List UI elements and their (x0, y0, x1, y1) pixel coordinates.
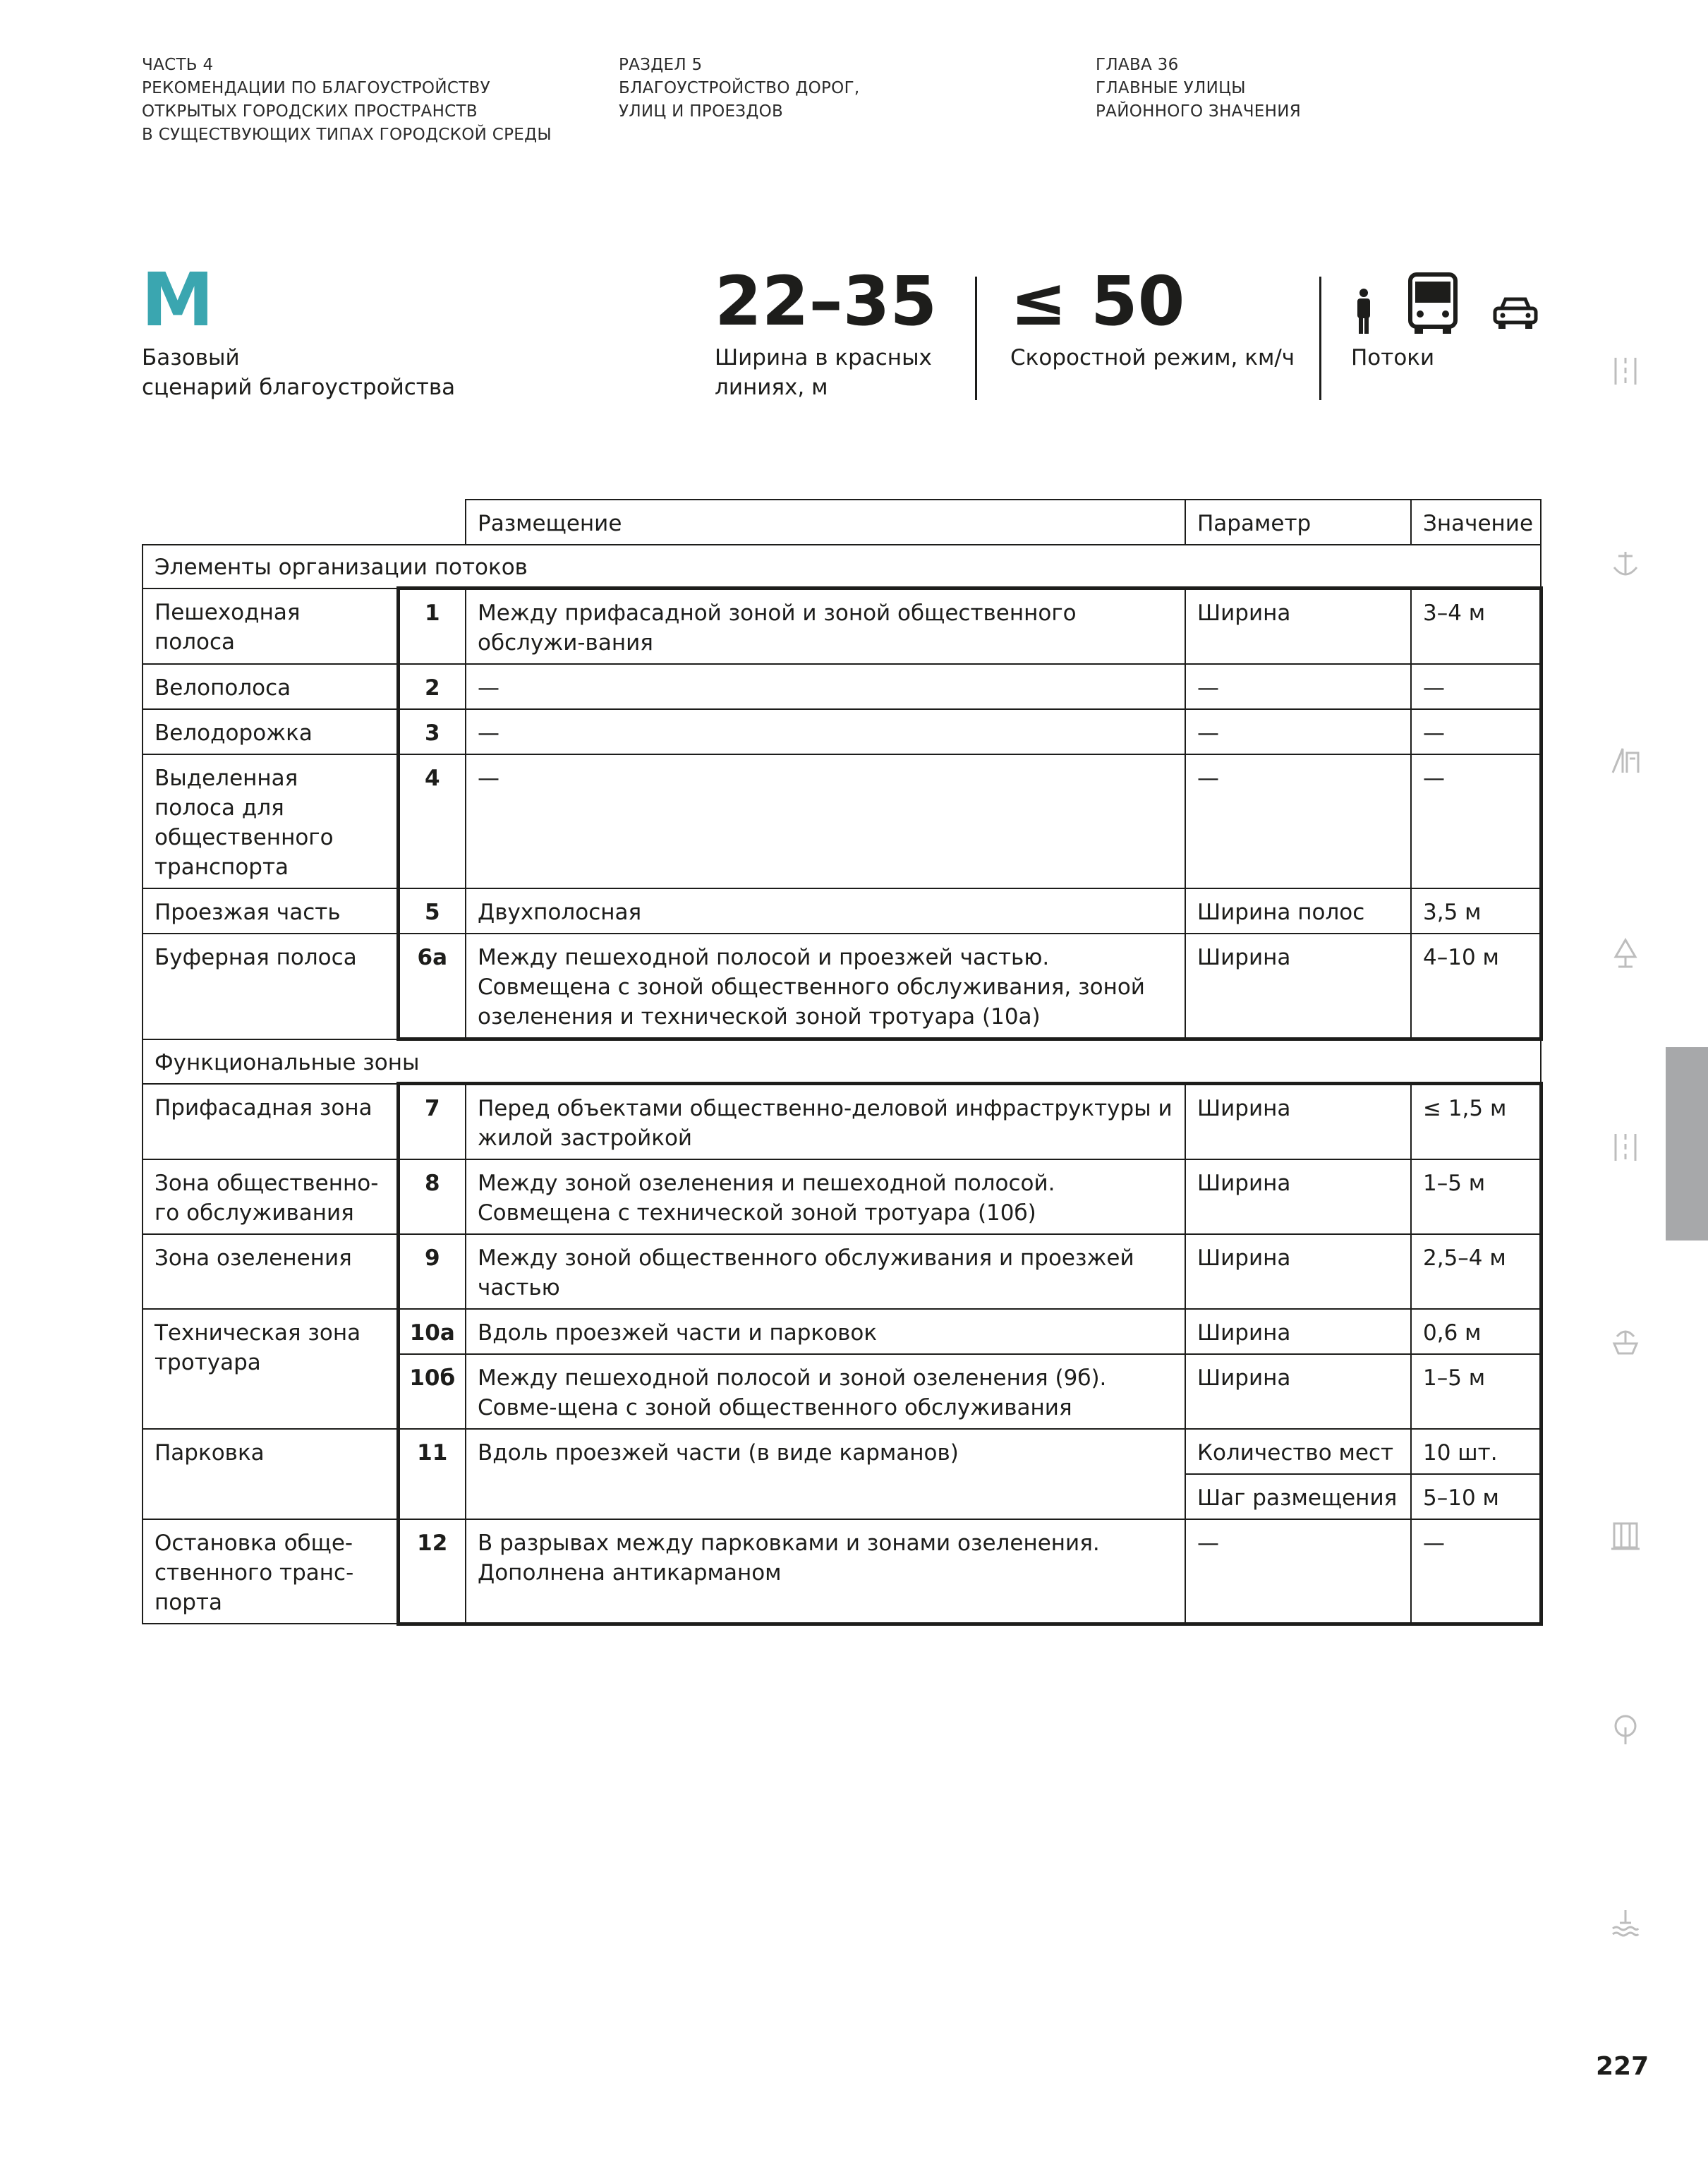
car-icon (1493, 295, 1538, 330)
table-row (143, 1309, 1541, 1354)
row-placement: Между зоной общественного обслуживания и проезжей частью (466, 1234, 1185, 1309)
row-label: Остановка обще-ственного транс-порта (143, 1519, 398, 1624)
lanes-icon (1610, 1131, 1641, 1164)
row-value: — (1411, 1519, 1541, 1624)
tree-icon (1610, 937, 1641, 970)
row-number: 10а (398, 1309, 466, 1354)
anchor-icon (1610, 549, 1641, 581)
row-placement: Вдоль проезжей части (в виде карманов) (466, 1429, 1185, 1519)
row-parameter: Ширина (1185, 1234, 1411, 1309)
row-value: 10 шт. (1411, 1429, 1541, 1474)
speed-caption: Скоростной режим, км/ч (1010, 345, 1295, 370)
width-value: 22–35 (715, 262, 938, 341)
row-placement: Вдоль проезжей части и парковок (466, 1309, 1185, 1354)
width-caption: Ширина в красных линиях, м (715, 345, 932, 400)
row-number: 2 (398, 664, 466, 709)
column-header-parameter: Параметр (1185, 500, 1411, 545)
summary-divider (975, 277, 977, 400)
table-row (143, 709, 1541, 754)
pedestrian-icon (1351, 288, 1376, 334)
table-row (143, 1234, 1541, 1309)
row-parameter: — (1185, 664, 1411, 709)
column-header-value: Значение (1411, 500, 1541, 545)
row-value: 0,6 м (1411, 1309, 1541, 1354)
row-value: — (1411, 664, 1541, 709)
column-header-placement: Размещение (466, 500, 1185, 545)
row-value: — (1411, 709, 1541, 754)
row-parameter: — (1185, 709, 1411, 754)
parameters-table (142, 499, 1543, 1626)
row-value: — (1411, 754, 1541, 888)
row-placement: В разрывах между парковками и зонами озеленения. Дополнена антикарманом (466, 1519, 1185, 1624)
row-parameter: Ширина (1185, 1309, 1411, 1354)
speed-value: ≤ 50 (1010, 262, 1185, 341)
row-parameter: Ширина (1185, 588, 1411, 665)
table-row (143, 588, 1541, 665)
row-parameter: Количество мест (1185, 1429, 1411, 1474)
scenario-caption: Базовый сценарий благоустройства (142, 345, 456, 400)
row-number: 12 (398, 1519, 466, 1624)
row-placement: — (466, 709, 1185, 754)
row-parameter: Ширина (1185, 1354, 1411, 1429)
table-row (143, 888, 1541, 934)
row-parameter: Ширина (1185, 1084, 1411, 1160)
facade-icon (1610, 743, 1641, 775)
table-row (143, 1084, 1541, 1160)
row-number: 5 (398, 888, 466, 934)
row-label: Велодорожка (143, 709, 398, 754)
table-header-row (143, 500, 1541, 545)
row-placement: Между пешеходной полосой и зоной озеленения (9б). Совме-щена с зоной общественного обслуживания (466, 1354, 1185, 1429)
row-parameter: — (1185, 754, 1411, 888)
section-row (143, 1039, 1541, 1084)
row-parameter: Ширина (1185, 1159, 1411, 1234)
row-placement: Между зоной озеленения и пешеходной полосой. Совмещена с технической зоной тротуара (10б) (466, 1159, 1185, 1234)
running-header-section: РАЗДЕЛ 5 БЛАГОУСТРОЙСТВО ДОРОГ, УЛИЦ И ПРОЕЗДОВ (619, 56, 860, 121)
bus-icon (1406, 272, 1460, 335)
lanes-icon (1610, 355, 1641, 387)
section-row (143, 545, 1541, 588)
row-label: Зона общественно-го обслуживания (143, 1159, 398, 1234)
table-row (143, 934, 1541, 1039)
table-row (143, 1159, 1541, 1234)
row-value: 4–10 м (1411, 934, 1541, 1039)
row-placement: — (466, 754, 1185, 888)
row-number: 3 (398, 709, 466, 754)
row-value: ≤ 1,5 м (1411, 1084, 1541, 1160)
row-parameter: — (1185, 1519, 1411, 1624)
chapter-tab (1666, 1047, 1708, 1241)
row-placement: Между прифасадной зоной и зоной общественного обслужи-вания (466, 588, 1185, 665)
row-number: 1 (398, 588, 466, 665)
row-placement: Перед объектами общественно-деловой инфраструктуры и жилой застройкой (466, 1084, 1185, 1160)
row-label: Парковка (143, 1429, 398, 1519)
row-label: Буферная полоса (143, 934, 398, 1039)
row-value: 5–10 м (1411, 1474, 1541, 1519)
row-label: Велополоса (143, 664, 398, 709)
row-number: 9 (398, 1234, 466, 1309)
table-row (143, 754, 1541, 888)
row-placement: Двухполосная (466, 888, 1185, 934)
row-number: 4 (398, 754, 466, 888)
row-value: 3–4 м (1411, 588, 1541, 665)
page-number: 227 (1596, 2052, 1649, 2081)
section-title: Функциональные зоны (143, 1039, 1541, 1084)
row-label: Зона озеленения (143, 1234, 398, 1309)
row-label: Техническая зона тротуара (143, 1309, 398, 1429)
table-row (143, 1519, 1541, 1624)
tree-round-icon (1610, 1713, 1641, 1746)
row-number: 11 (398, 1429, 466, 1519)
fountain-icon (1610, 1325, 1641, 1358)
row-label: Прифасадная зона (143, 1084, 398, 1160)
table-row (143, 1429, 1541, 1474)
summary-divider (1319, 277, 1321, 400)
running-header-chapter: ГЛАВА 36 ГЛАВНЫЕ УЛИЦЫ РАЙОННОГО ЗНАЧЕНИЯ (1096, 56, 1302, 121)
water-icon (1610, 1907, 1641, 1940)
row-label: Выделенная полоса для общественного транспорта (143, 754, 398, 888)
running-header-part: ЧАСТЬ 4 РЕКОМЕНДАЦИИ ПО БЛАГОУСТРОЙСТВУ ОТКРЫТЫХ ГОРОДСКИХ ПРОСТРАНСТВ В СУЩЕСТВУЮЩИХ ТИПАХ ГОРОДСКОЙ СРЕДЫ (142, 56, 552, 144)
row-label: Проезжая часть (143, 888, 398, 934)
row-value: 1–5 м (1411, 1159, 1541, 1234)
row-parameter: Ширина (1185, 934, 1411, 1039)
section-title: Элементы организации потоков (143, 545, 1541, 588)
row-parameter: Ширина полос (1185, 888, 1411, 934)
row-placement: Между пешеходной полосой и проезжей частью. Совмещена с зоной общественного обслуживания, зоной озеленения и технической зоной тротуара (10а) (466, 934, 1185, 1039)
row-parameter: Шаг размещения (1185, 1474, 1411, 1519)
row-value: 1–5 м (1411, 1354, 1541, 1429)
row-number: 10б (398, 1354, 466, 1429)
row-label: Пешеходная полоса (143, 588, 398, 665)
building-icon (1610, 1519, 1641, 1552)
scenario-letter: M (141, 257, 214, 343)
row-value: 2,5–4 м (1411, 1234, 1541, 1309)
flows-caption: Потоки (1351, 345, 1435, 370)
row-number: 7 (398, 1084, 466, 1160)
row-value: 3,5 м (1411, 888, 1541, 934)
row-number: 8 (398, 1159, 466, 1234)
table-row (143, 664, 1541, 709)
row-placement: — (466, 664, 1185, 709)
row-number: 6а (398, 934, 466, 1039)
